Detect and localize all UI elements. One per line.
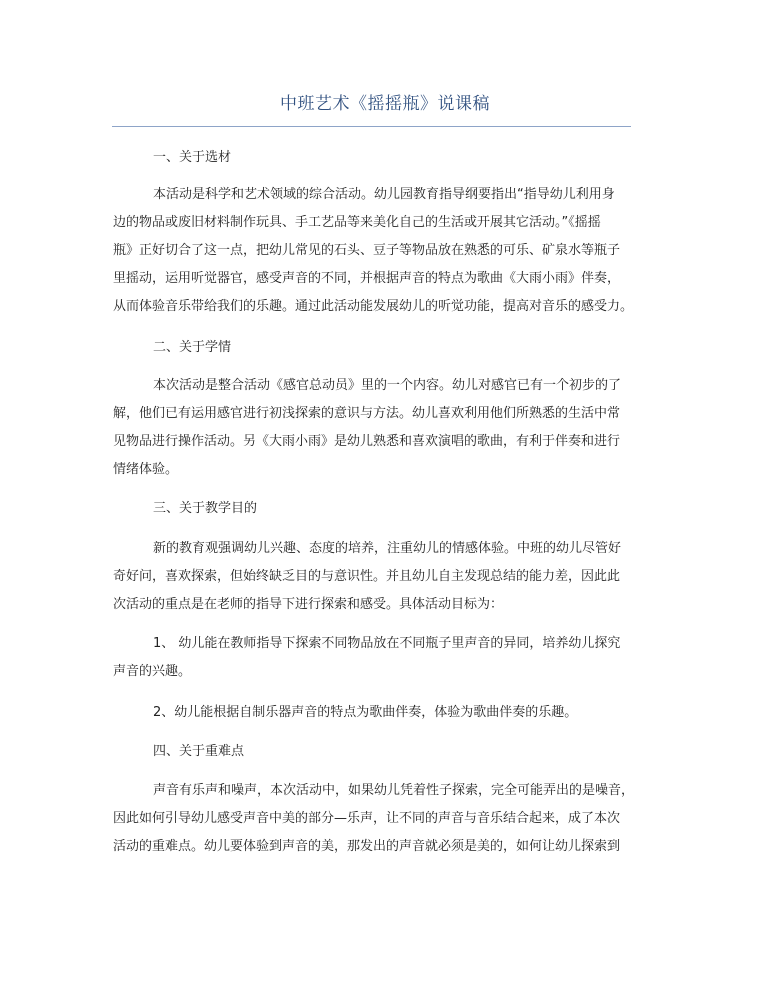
paragraph-line: 因此如何引导幼儿感受声音中美的部分—乐声，让不同的声音与音乐结合起来，成了本次	[113, 811, 621, 826]
paragraph-line: 次活动的重点是在老师的指导下进行探索和感受。具体活动目标为：	[113, 597, 504, 612]
paragraph-line: 本活动是科学和艺术领域的综合活动。幼儿园教育指导纲要指出“指导幼儿利用身	[153, 187, 615, 202]
paragraph-line: 见物品进行操作活动。另《大雨小雨》是幼儿熟悉和喜欢演唱的歌曲，有利于伴奏和进行	[113, 434, 621, 449]
title-divider	[112, 126, 631, 127]
paragraph-line: 情绪体验。	[113, 462, 179, 477]
list-item-line: 声音的兴趣。	[113, 664, 192, 679]
section-heading: 二、关于学情	[153, 340, 232, 355]
section-heading: 一、关于选材	[153, 150, 232, 165]
paragraph-line: 解，他们已有运用感官进行初浅探索的意识与方法。幼儿喜欢利用他们所熟悉的生活中常	[113, 406, 621, 421]
list-item-line: 1、 幼儿能在教师指导下探索不同物品放在不同瓶子里声音的异同，培养幼儿探究	[153, 636, 621, 651]
document-title: 中班艺术《摇摇瓶》说课稿	[280, 94, 490, 114]
paragraph-line: 活动的重难点。幼儿要体验到声音的美，那发出的声音就必须是美的，如何让幼儿探索到	[113, 839, 621, 854]
section-heading: 三、关于教学目的	[153, 501, 258, 516]
paragraph-line: 里摇动，运用听觉器官，感受声音的不同，并根据声音的特点为歌曲《大雨小雨》伴奏，	[113, 271, 621, 286]
paragraph-line: 瓶》正好切合了这一点，把幼儿常见的石头、豆子等物品放在熟悉的可乐、矿泉水等瓶子	[113, 243, 621, 258]
paragraph-line: 奇好问，喜欢探索，但始终缺乏目的与意识性。并且幼儿自主发现总结的能力差，因此此	[113, 569, 621, 584]
paragraph-line: 新的教育观强调幼儿兴趣、态度的培养，注重幼儿的情感体验。中班的幼儿尽管好	[153, 541, 622, 556]
paragraph-line: 声音有乐声和噪声，本次活动中，如果幼儿凭着性子探索，完全可能弄出的是噪音，	[153, 783, 635, 798]
list-item-line: 2、幼儿能根据自制乐器声音的特点为歌曲伴奏，体验为歌曲伴奏的乐趣。	[153, 705, 578, 720]
paragraph-line: 边的物品或废旧材料制作玩具、手工艺品等来美化自己的生活或开展其它活动。”《摇摇	[113, 215, 601, 230]
paragraph-line: 本次活动是整合活动《感官总动员》里的一个内容。幼儿对感官已有一个初步的了	[153, 378, 622, 393]
section-heading: 四、关于重难点	[153, 744, 245, 759]
paragraph-line: 从而体验音乐带给我们的乐趣。通过此活动能发展幼儿的听觉功能，提高对音乐的感受力。	[113, 299, 634, 314]
